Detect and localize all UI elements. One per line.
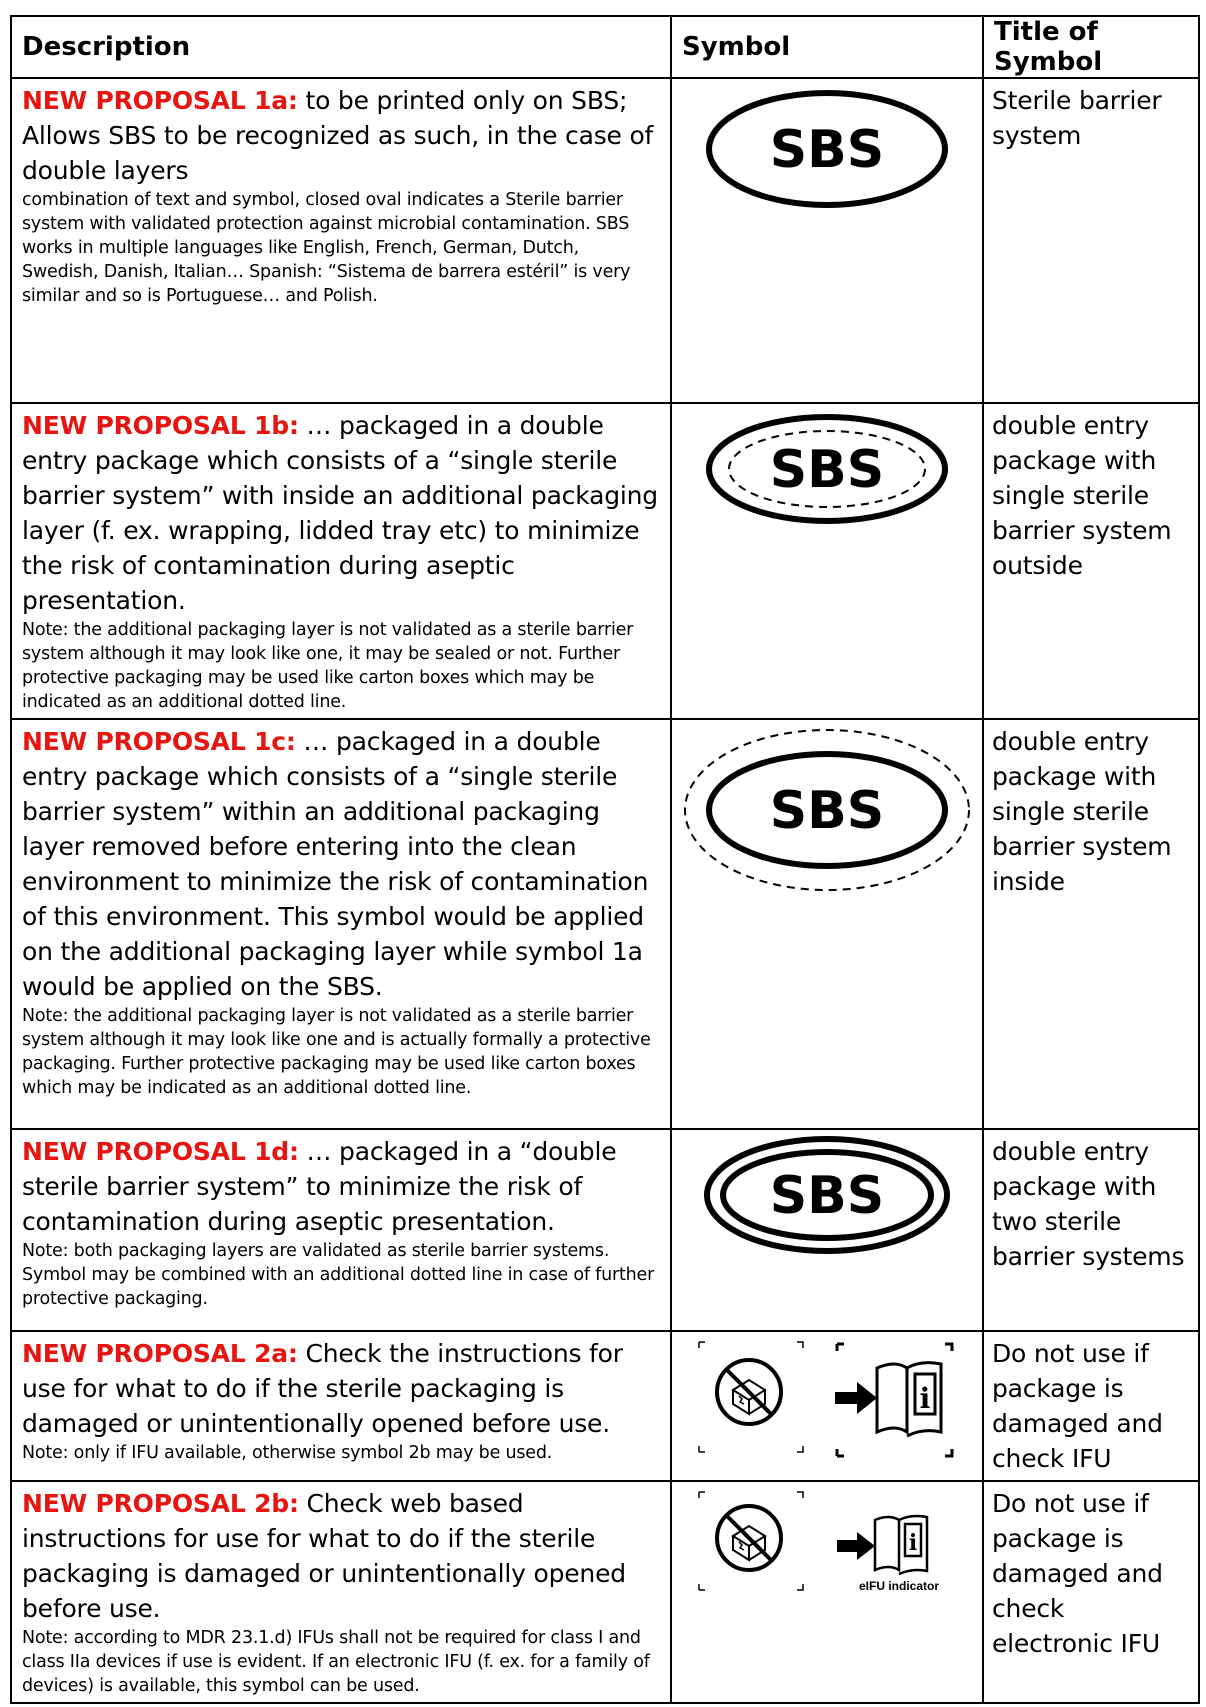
damaged-package-and-eifu-icon [687,1486,967,1606]
svg-text:i: i [908,1530,918,1556]
proposal-label: NEW PROPOSAL 2a: [22,1339,298,1368]
sbs-oval-outer-dashed-icon [677,720,977,900]
title-cell: double entry package with single sterile barrier system outside [983,403,1199,719]
eifu-caption: eIFU indicator [858,1579,940,1593]
description-cell [11,403,671,719]
title-cell: Sterile barrier system [983,78,1199,403]
sbs-label: SBS [769,781,885,841]
symbol-cell [671,1481,983,1703]
symbol-cell [671,78,983,403]
table-row [11,78,1199,403]
symbol-cell [671,719,983,1129]
title-cell: Do not use if package is damaged and check electronic IFU [983,1481,1199,1703]
description-main: NEW PROPOSAL 1c: … packaged in a double entry package which consists of a “single sterile barrier system” within an additional packaging layer removed before entering into the clean environment to minimize the risk of contamination of this environment. This symbol would be applied on the additional packaging layer while symbol 1a would be applied on the SBS. [22,727,649,1001]
description-main: NEW PROPOSAL 1d: … packaged in a “double sterile barrier system” to minimize the risk of contamination during aseptic presentation. [22,1137,617,1236]
description-cell [11,78,671,403]
table-row [11,719,1199,1129]
description-cell [11,1129,671,1331]
sbs-oval-inner-dashed-icon [697,404,957,534]
description-main: NEW PROPOSAL 2b: Check web based instructions for use for what to do if the sterile packaging is damaged or unintentionally opened before use. [22,1489,626,1623]
symbol-cell [671,403,983,719]
damaged-package-icon [717,1506,781,1570]
description-cell [11,1331,671,1481]
symbols-table [10,15,1200,1704]
title-cell: double entry package with single sterile barrier system inside [983,719,1199,1129]
proposal-label: NEW PROPOSAL 2b: [22,1489,299,1518]
description-note: Note: only if IFU available, otherwise symbol 2b may be used. [22,1443,553,1463]
description-main: NEW PROPOSAL 2a: Check the instructions for use for what to do if the sterile packaging is damaged or unintentionally opened before use. [22,1339,623,1438]
description-note: Note: the additional packaging layer is not validated as a sterile barrier system although it may look like one and is actually formally a protective packaging. Further protective packaging may be used like carton boxes which may be indicated as an additional dotted line. [22,1006,651,1098]
sbs-oval-icon [697,79,957,219]
title-cell: Do not use if package is damaged and check IFU [983,1331,1199,1481]
header-title: Title of Symbol [983,16,1199,78]
description-note: combination of text and symbol, closed oval indicates a Sterile barrier system with validated protection against microbial contamination. SBS works in multiple languages like English, French, German, Dutch, Swedish, Danish, Italian… Spanish: “Sistema de barrera estéril” is very similar and so is Portuguese… and Polish. [22,190,631,306]
sbs-double-oval-icon [697,1130,957,1260]
sbs-label: SBS [769,120,885,180]
description-note: Note: according to MDR 23.1.d) IFUs shall not be required for class I and class IIa devices if use is evident. If an electronic IFU (f. ex. for a family of devices) is available, this symbol can be used. [22,1628,650,1696]
description-note: Note: both packaging layers are validated as sterile barrier systems. Symbol may be combined with an additional dotted line in case of further protective packaging. [22,1241,655,1309]
description-cell [11,719,671,1129]
table-row [11,403,1199,719]
proposal-label: NEW PROPOSAL 1d: [22,1137,299,1166]
damaged-package-and-ifu-icon [687,1332,967,1462]
proposal-label: NEW PROPOSAL 1c: [22,727,296,756]
symbol-cell [671,1331,983,1481]
sbs-label: SBS [769,1166,885,1226]
table-row [11,1481,1199,1703]
description-note: Note: the additional packaging layer is not validated as a sterile barrier system although it may look like one, it may be sealed or not. Further protective packaging may be used like carton boxes which may be indicated as an additional dotted line. [22,620,634,712]
table-row [11,1129,1199,1331]
symbol-cell [671,1129,983,1331]
title-cell: double entry package with two sterile barrier systems [983,1129,1199,1331]
header-row [11,16,1199,78]
header-description: Description [11,16,671,78]
sbs-label: SBS [769,440,885,500]
proposal-label: NEW PROPOSAL 1b: [22,411,299,440]
header-symbol: Symbol [671,16,983,78]
proposal-label: NEW PROPOSAL 1a: [22,86,298,115]
svg-text:i: i [919,1382,931,1415]
table-row [11,1331,1199,1481]
eifu-indicator-icon [837,1516,939,1593]
description-main: NEW PROPOSAL 1a: to be printed only on SBS; Allows SBS to be recognized as such, in the case of double layers [22,86,654,185]
ifu-book-icon [835,1363,941,1436]
description-cell [11,1481,671,1703]
damaged-package-icon [717,1360,781,1424]
description-main: NEW PROPOSAL 1b: … packaged in a double entry package which consists of a “single sterile barrier system” with inside an additional packaging layer (f. ex. wrapping, lidded tray etc) to minimize the risk of contamination during aseptic presentation. [22,411,658,615]
